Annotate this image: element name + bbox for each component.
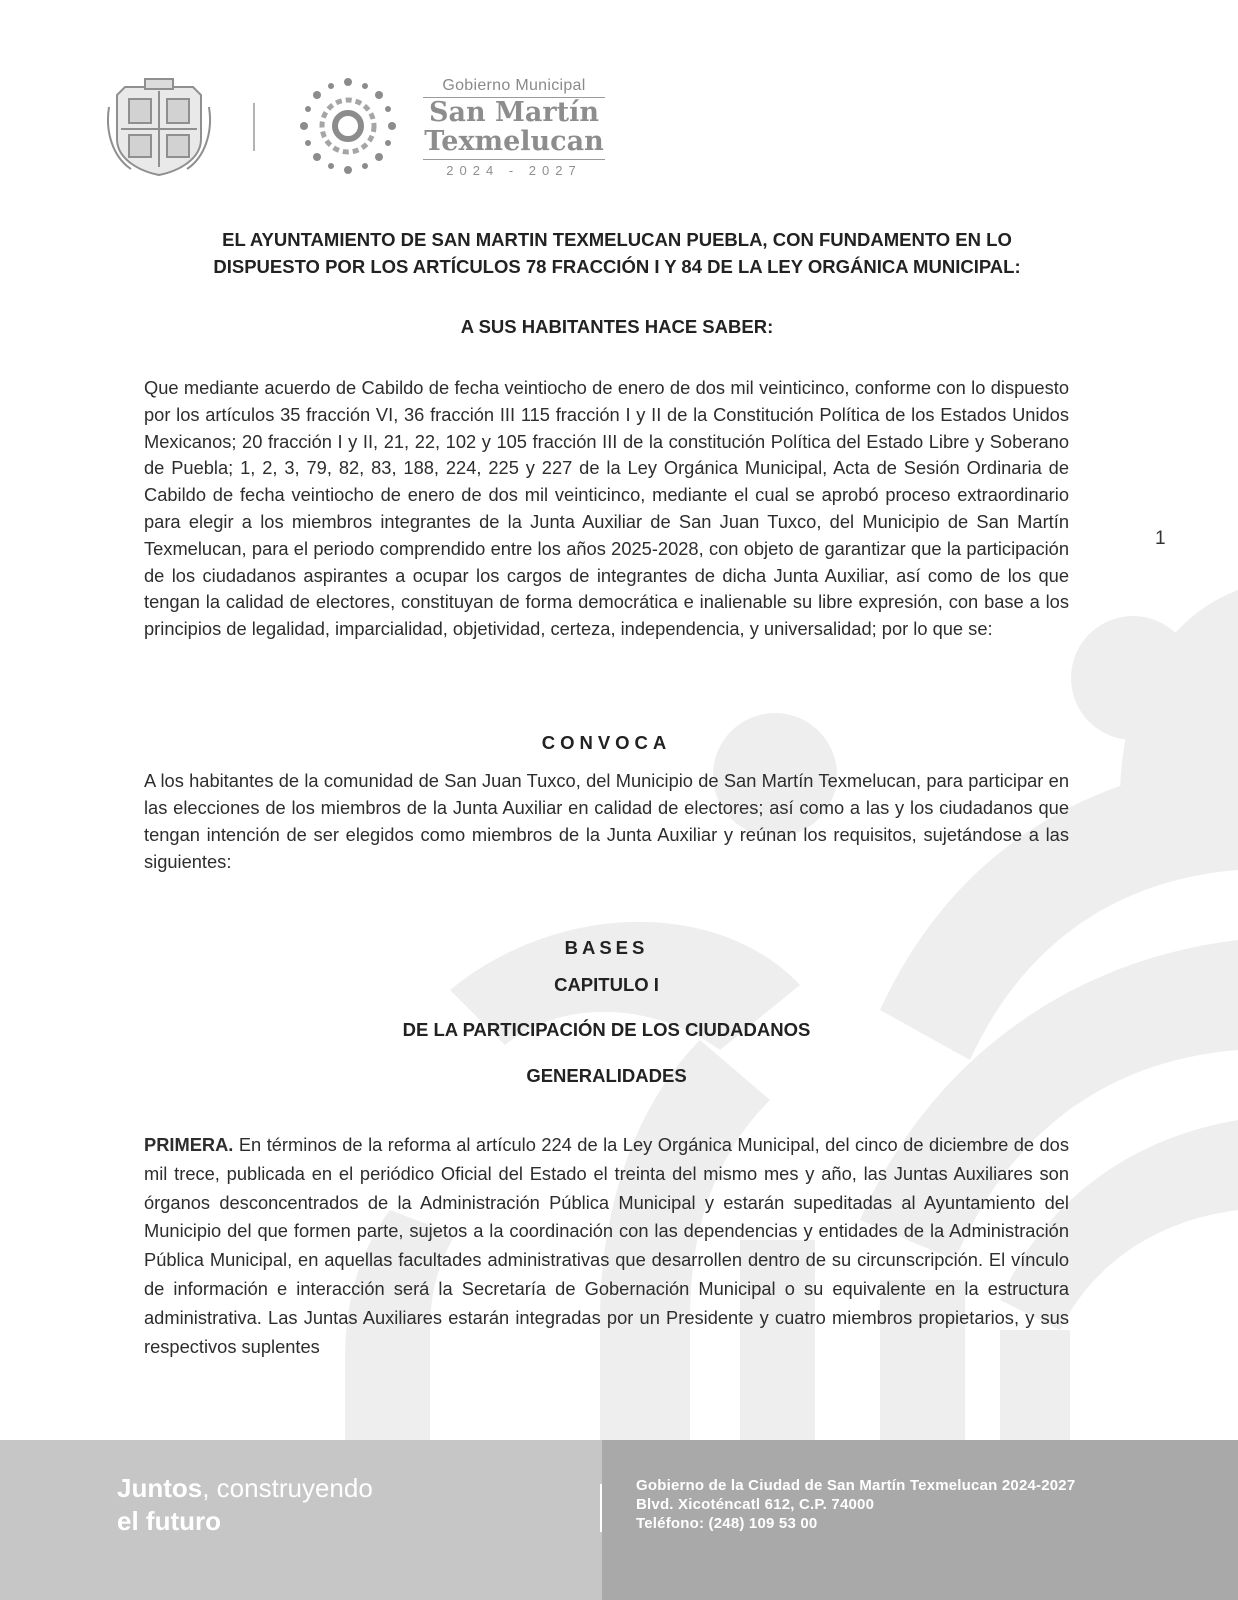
title-line-1: EL AYUNTAMIENTO DE SAN MARTIN TEXMELUCAN PUEBLA, CON FUNDAMENTO EN LO — [222, 229, 1012, 250]
sun-mandala-logo-icon — [297, 75, 399, 177]
letterhead — [105, 75, 625, 185]
footer-slogan — [117, 1472, 373, 1538]
convoca-paragraph: A los habitantes de la comunidad de San Juan Tuxco, del Municipio de San Martín Texmelucan, para participar en las elecciones de los miembros de la Junta Auxiliar en calidad de electores; así como a las y los ciudadanos que tengan intención de ser elegidos como miembros de la Junta Auxiliar y reúnan los requisitos, sujetándose a las siguientes: — [144, 770, 1069, 872]
primera-label: PRIMERA. — [144, 1134, 234, 1155]
bases-heading: BASES — [564, 937, 649, 958]
capitulo-heading: CAPITULO I — [554, 974, 659, 995]
slogan-rest: , construyendo — [202, 1473, 373, 1503]
title-line-2: DISPUESTO POR LOS ARTÍCULOS 78 FRACCIÓN I Y 84 DE LA LEY ORGÁNICA MUNICIPAL: — [213, 256, 1021, 277]
footer-phone: Teléfono: (248) 109 53 00 — [636, 1515, 818, 1532]
brand-texmelucan: Texmelucan — [424, 126, 604, 157]
slogan-bold: Juntos — [117, 1473, 203, 1503]
slogan-line-2: el futuro — [117, 1506, 221, 1536]
hace-saber-heading: A SUS HABITANTES HACE SABER: — [460, 316, 774, 337]
convoca-heading: CONVOCA — [541, 732, 672, 753]
footer-contact-info — [636, 1476, 1075, 1533]
page-footer — [0, 1440, 1238, 1600]
brand-san-martin: San Martín — [429, 97, 599, 128]
capitulo-title: DE LA PARTICIPACIÓN DE LOS CIUDADANOS — [402, 1019, 811, 1040]
page-number: 1 — [1155, 528, 1166, 549]
footer-info-line-1: Gobierno de la Ciudad de San Martín Texmelucan 2024-2027 — [636, 1477, 1076, 1494]
primera-paragraph — [144, 1131, 1069, 1361]
document-title — [144, 226, 1090, 280]
municipal-coat-of-arms-icon — [105, 77, 213, 177]
footer-divider — [600, 1484, 602, 1532]
municipal-brand — [423, 77, 605, 178]
intro-paragraph: Que mediante acuerdo de Cabildo de fecha veintiocho de enero de dos mil veinticinco, conforme con lo dispuesto por los artículos 35 fracción VI, 36 fracción III 115 fracción I y II de la Constitución Política de los Estados Unidos Mexicanos; 20 fracción I y II, 21, 22, 102 y 105 fracción III de la constitución Política del Estado Libre y Soberano de Puebla; 1, 2, 3, 79, 82, 83, 188, 224, 225 y 227 de la Ley Orgánica Municipal, Acta de Sesión Ordinaria de Cabildo de fecha veintiocho de enero de dos mil veinticinco, mediante el cual se aprobó proceso extraordinario para elegir a los miembros integrantes de la Junta Auxiliar de San Juan Tuxco, del Municipio de San Martín Texmelucan, para el periodo comprendido entre los años 2025-2028, con objeto de garantizar que la participación de los ciudadanos aspirantes a ocupar los cargos de integrantes de dicha Junta Auxiliar, así como de los que tengan la calidad de electores, constituyan de forma democrática e inalienable su libre expresión, con base a los principios de legalidad, imparcialidad, objetividad, certeza, independencia, y universalidad; por lo que se: — [144, 377, 1069, 640]
primera-text: En términos de la reforma al artículo 224 de la Ley Orgánica Municipal, del cinco de diciembre de dos mil trece, publicada en el periódico Oficial del Estado el treinta del mismo mes y año, las Juntas Auxiliares son órganos desconcentrados de la Administración Pública Municipal y estarán supeditadas al Ayuntamiento del Municipio del que formen parte, sujetos a la coordinación con las dependencias y entidades de la Administración Pública Municipal, en aquellas facultades administrativas que desarrollen dentro de su circunscripción. El vínculo de información e interacción será la Secretaría de Gobernación Municipal o su equivalente en la estructura administrativa. Las Juntas Auxiliares estarán integradas por un Presidente y cuatro miembros propietarios, y sus respectivos suplentes — [144, 1134, 1069, 1357]
brand-years: 2024 - 2027 — [423, 159, 605, 178]
brand-gobierno-municipal: Gobierno Municipal — [423, 77, 605, 98]
logo-divider — [253, 103, 255, 151]
footer-address: Blvd. Xicoténcatl 612, C.P. 74000 — [636, 1496, 875, 1513]
generalidades-heading: GENERALIDADES — [526, 1065, 687, 1086]
